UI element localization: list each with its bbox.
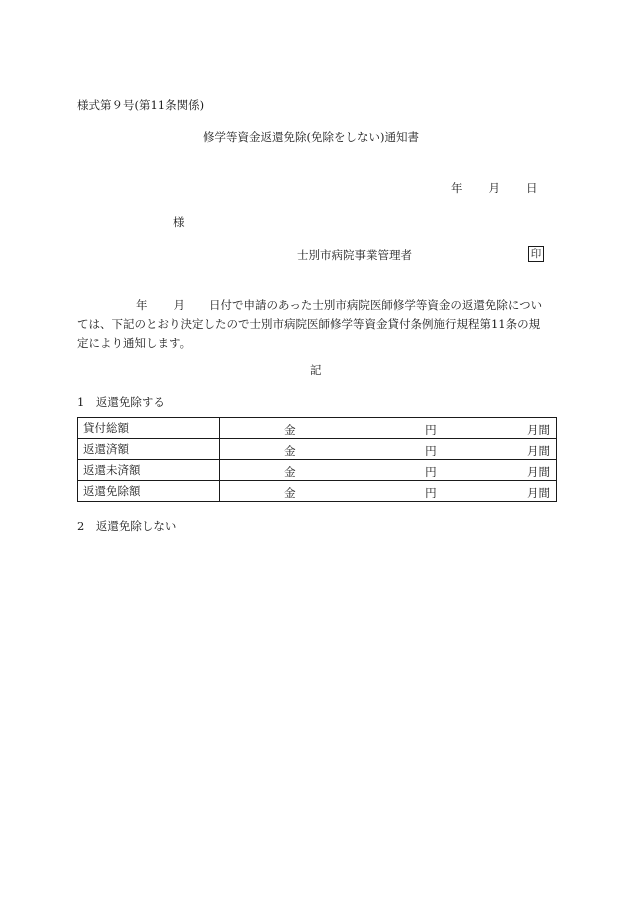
months-label: 月間 xyxy=(527,423,550,437)
yen-label: 円 xyxy=(425,486,437,500)
months-label: 月間 xyxy=(527,465,550,479)
body-year: 年 xyxy=(136,298,148,312)
row-amount-cell xyxy=(220,460,557,481)
yen-label: 円 xyxy=(425,465,437,479)
table-row xyxy=(78,418,557,439)
months-label: 月間 xyxy=(527,444,550,458)
form-number: 様式第９号(第11条関係) xyxy=(77,98,205,112)
row-amount-cell xyxy=(220,418,557,439)
row-amount-cell xyxy=(220,439,557,460)
ki-heading: 記 xyxy=(310,363,322,377)
date-year: 年 xyxy=(451,181,463,195)
section-1-heading: 1 返還免除する xyxy=(77,395,165,409)
row-label: 返還未済額 xyxy=(78,460,220,481)
amounts-table xyxy=(77,417,557,502)
recipient-suffix: 様 xyxy=(173,215,185,229)
row-amount-cell xyxy=(220,481,557,502)
body-month: 月 xyxy=(173,298,185,312)
body-line-2: ては、下記のとおり決定したので士別市病院医師修学等資金貸付条例施行規程第11条の規 xyxy=(77,317,541,331)
row-label: 返還済額 xyxy=(78,439,220,460)
kin-label: 金 xyxy=(284,465,296,479)
body-line-1-text: 日付で申請のあった士別市病院医師修学等資金の返還免除につい xyxy=(209,298,543,312)
yen-label: 円 xyxy=(425,423,437,437)
issuer-title: 士別市病院事業管理者 xyxy=(297,248,412,262)
body-line-3: 定により通知します。 xyxy=(77,336,192,350)
kin-label: 金 xyxy=(284,486,296,500)
date-month: 月 xyxy=(488,181,500,195)
table-row xyxy=(78,439,557,460)
body-line-1 xyxy=(77,296,555,315)
date-day: 日 xyxy=(526,181,538,195)
date-line xyxy=(451,183,538,195)
table-row xyxy=(78,481,557,502)
yen-label: 円 xyxy=(425,444,437,458)
row-label: 貸付総額 xyxy=(78,418,220,439)
document-title: 修学等資金返還免除(免除をしない)通知書 xyxy=(203,130,419,144)
kin-label: 金 xyxy=(284,444,296,458)
section-2-heading: 2 返還免除しない xyxy=(77,519,177,533)
table-row xyxy=(78,460,557,481)
months-label: 月間 xyxy=(527,486,550,500)
seal-mark: 印 xyxy=(528,246,544,262)
notice-body xyxy=(77,296,555,353)
kin-label: 金 xyxy=(284,423,296,437)
row-label: 返還免除額 xyxy=(78,481,220,502)
